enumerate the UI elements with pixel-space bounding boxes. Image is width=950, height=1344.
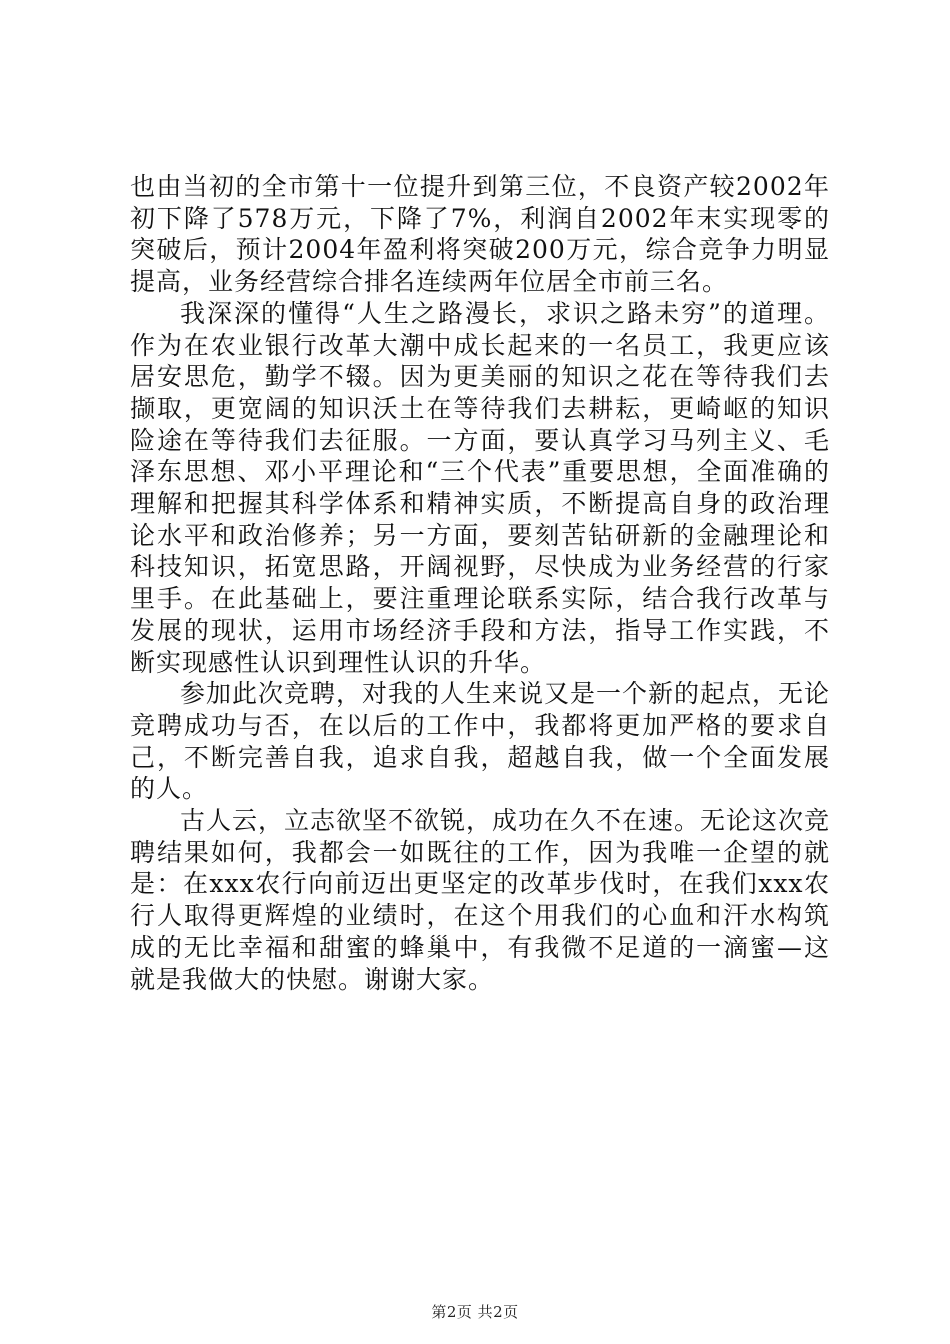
paragraph-closing: 古人云，立志欲坚不欲锐，成功在久不在速。无论这次竞聘结果如何，我都会一如既往的工作，因为我唯一企望的就是：在xxx农行向前迈出更坚定的改革步伐时，在我们xxx农行人取得更辉煌的业绩时，在这个用我们的心血和汗水构筑成的无比幸福和甜蜜的蜂巢中，有我微不足道的一滴蜜—这就是我做大的快慰。谢谢大家。 xyxy=(130,806,831,994)
paragraph-continuation: 也由当初的全市第十一位提升到第三位，不良资产较2002年初下降了578万元，下降了7%，利润自2002年末实现零的突破后，预计2004年盈利将突破200万元，综合竞争力明显提高，业务经营综合排名连续两年位居全市前三名。 xyxy=(130,172,830,297)
page-footer: 第2页 共2页 xyxy=(431,1303,519,1321)
paragraph-new-start: 参加此次竞聘，对我的人生来说又是一个新的起点，无论竞聘成功与否，在以后的工作中，我都将更加严格的要求自己，不断完善自我，追求自我，超越自我，做一个全面发展的人。 xyxy=(130,679,831,804)
paragraph-learning: 我深深的懂得“人生之路漫长，求识之路未穷”的道理。作为在农业银行改革大潮中成长起来的一名员工，我更应该居安思危，勤学不辍。因为更美丽的知识之花在等待我们去撷取，更宽阔的知识沃土在等待我们去耕耘，更崎岖的知识险途在等待我们去征服。一方面，要认真学习马列主义、毛泽东思想、邓小平理论和“三个代表”重要思想，全面准确的理解和把握其科学体系和精神实质，不断提高自身的政治理论水平和政治修养；另一方面，要刻苦钻研新的金融理论和科技知识，拓宽思路，开阔视野，尽快成为业务经营的行家里手。在此基础上，要注重理论联系实际，结合我行改革与发展的现状，运用市场经济手段和方法，指导工作实践，不断实现感性认识到理性认识的升华。 xyxy=(130,298,830,677)
document-body xyxy=(130,171,830,995)
